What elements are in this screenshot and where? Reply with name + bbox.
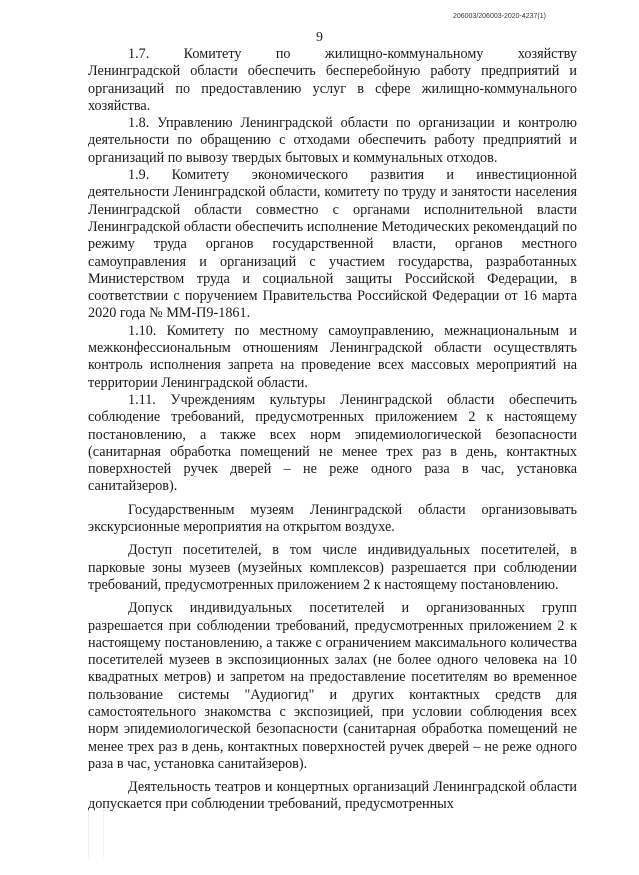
scan-artifact	[88, 810, 104, 858]
paragraph-1-10: 1.10. Комитету по местному самоуправлению, межнациональным и межконфессиональным отношениям Ленинградской области осуществлять контроль исполнения запрета на проведение всех массовых мероприятий на территории Ленинградской области.	[88, 322, 577, 391]
paragraph-park-access: Доступ посетителей, в том числе индивидуальных посетителей, в парковые зоны музеев (музейных комплексов) разрешается при соблюдении требований, предусмотренных приложением 2 к настоящему постановлению.	[88, 542, 577, 593]
document-body	[88, 46, 577, 814]
paragraph-1-9: 1.9. Комитету экономического развития и инвестиционной деятельности Ленинградской области, комитету по труду и занятости населения Ленинградской области совместно с органами исполнительной власти Ленинградской области обеспечить исполнение Методических рекомендаций по режиму труда органов государственной власти, органов местного самоуправления и организаций с участием государства, разработанных Министерством труда и социальной защиты Российской Федерации, в соответствии с поручением Правительства Российской Федерации от 16 марта 2020 года № ММ-П9-1861.	[88, 167, 577, 322]
paragraph-1-7: 1.7. Комитету по жилищно-коммунальному хозяйству Ленинградской области обеспечить бесперебойную работу предприятий и организаций по предоставлению услуг в сфере жилищно-коммунального хозяйства.	[88, 46, 577, 114]
page-number: 9	[316, 30, 323, 45]
paragraph-museums-outdoor: Государственным музеям Ленинградской области организовывать экскурсионные мероприятия на открытом воздухе.	[88, 501, 577, 536]
document-id: 206003/206003-2020-4237(1)	[452, 13, 546, 20]
paragraph-1-8: 1.8. Управлению Ленинградской области по организации и контролю деятельности по обращению с отходами обеспечить работу предприятий и организаций по вывозу твердых бытовых и коммунальных отходов.	[88, 115, 577, 166]
paragraph-theatres: Деятельность театров и концертных организаций Ленинградской области допускается при соблюдении требований, предусмотренных	[88, 779, 577, 813]
paragraph-visitor-admission: Допуск индивидуальных посетителей и организованных групп разрешается при соблюдении требований, предусмотренных приложением 2 к настоящему постановлению, а также с ограничением максимального количества посетителей музеев в экспозиционных залах (не более одного человека на 10 квадратных метров) и запретом на предоставление посетителям во временное пользование системы "Аудиогид" и других контактных средств для самостоятельного знакомства с экспозицией, при условии соблюдения всех норм эпидемиологической безопасности (санитарная обработка помещений не менее трех раз в день, контактных поверхностей ручек дверей – не реже одного раза в час, установка санитайзеров).	[88, 600, 577, 772]
paragraph-1-11: 1.11. Учреждениям культуры Ленинградской области обеспечить соблюдение требований, предусмотренных приложением 2 к настоящему постановлению, а также всех норм эпидемиологической безопасности (санитарная обработка помещений не менее трех раз в день, контактных поверхностей ручек дверей – не реже одного раза в час, установка санитайзеров).	[88, 391, 577, 495]
